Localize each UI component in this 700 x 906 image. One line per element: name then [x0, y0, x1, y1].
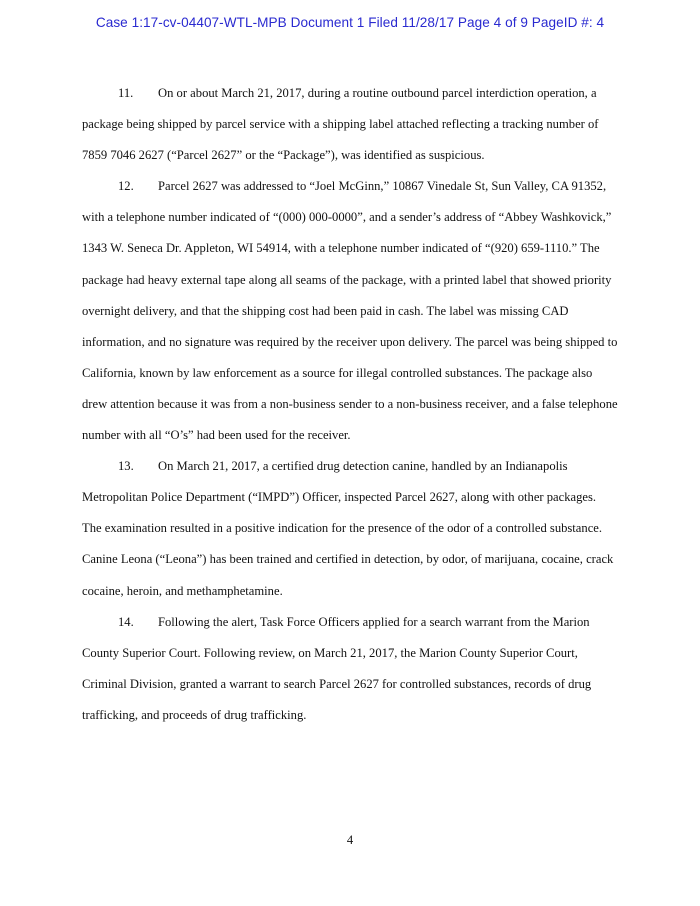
paragraph-11	[82, 78, 618, 171]
page-number: 4	[346, 833, 354, 847]
paragraph-14	[82, 607, 618, 731]
paragraph-text: Following the alert, Task Force Officers applied for a search warrant from the Marion County Superior Court. Following review, on March 21, 2017, the Marion County Superior Court, Criminal Division, granted a warrant to search Parcel 2627 for controlled substances, records of drug trafficking, and proceeds of drug trafficking.	[82, 614, 592, 722]
paragraph-number: 14.	[118, 614, 134, 629]
paragraph-text: Parcel 2627 was addressed to “Joel McGinn,” 10867 Vinedale St, Sun Valley, CA 91352, with a telephone number indicated of “(000) 000-0000”, and a sender’s address of “Abbey Washkovick,” 1343 W. Seneca Dr. Appleton, WI 54914, with a telephone number indicated of “(920) 659-1110.” The package had heavy external tape along all seams of the package, with a printed label that showed priority overnight delivery, and that the shipping cost had been paid in cash. The label was missing CAD information, and no signature was required by the receiver upon delivery. The parcel was being shipped to California, known by law enforcement as a source for illegal controlled substances. The package also drew attention because it was from a non-business sender to a non-business receiver, and a false telephone number with all “O’s” had been used for the receiver.	[82, 179, 618, 443]
paragraph-text: On March 21, 2017, a certified drug detection canine, handled by an Indianapolis Metropolitan Police Department (“IMPD”) Officer, inspected Parcel 2627, along with other packages. The examination resulted in a positive indication for the presence of the odor of a controlled substance. Canine Leona (“Leona”) has been trained and certified in detection, by odor, of marijuana, cocaine, crack cocaine, heroin, and methamphetamine.	[82, 459, 614, 598]
paragraph-number: 11.	[118, 86, 134, 100]
document-body	[82, 78, 618, 731]
paragraph-number: 12.	[118, 179, 134, 194]
paragraph-text: On or about March 21, 2017, during a routine outbound parcel interdiction operation, a package being shipped by parcel service with a shipping label attached reflecting a tracking number of 7859 7046 2627 (“Parcel 2627” or the “Package”), was identified as suspicious.	[82, 86, 599, 163]
paragraph-number: 13.	[118, 459, 134, 474]
paragraph-12	[82, 171, 618, 451]
paragraph-13	[82, 451, 618, 606]
case-header: Case 1:17-cv-04407-WTL-MPB Document 1 Filed 11/28/17 Page 4 of 9 PageID #: 4	[95, 15, 605, 30]
